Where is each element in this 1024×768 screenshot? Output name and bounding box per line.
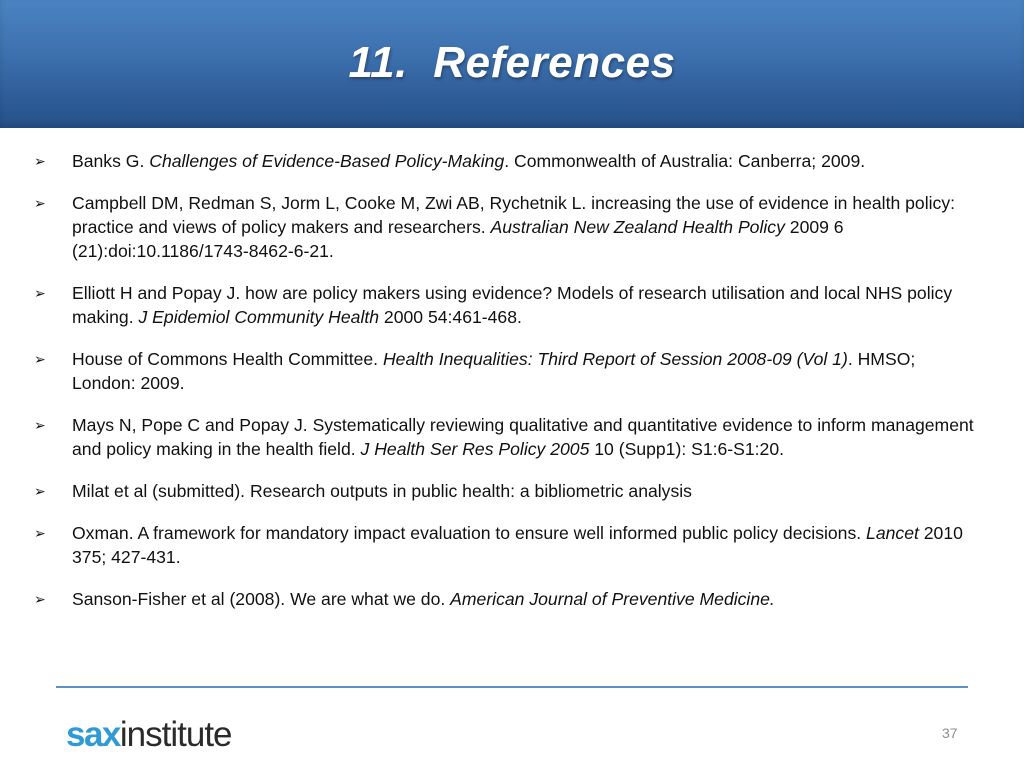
reference-list — [34, 149, 974, 629]
arrow-bullet-icon: ➢ — [34, 351, 46, 367]
reference-text: Oxman. A framework for mandatory impact evaluation to ensure well informed public policy decisions. — [72, 523, 867, 543]
reference-details: 10 (Supp1): S1:6-S1:20. — [589, 439, 785, 459]
reference-details: . Commonwealth of Australia: Canberra; 2009. — [504, 151, 866, 171]
arrow-bullet-icon: ➢ — [34, 153, 46, 169]
reference-item — [34, 521, 974, 569]
reference-source: J Health Ser Res Policy 2005 — [360, 439, 590, 459]
reference-item — [34, 413, 974, 461]
page-number: 37 — [942, 725, 958, 741]
reference-details: . HMSO; London: 2009. — [72, 349, 916, 393]
reference-item — [34, 281, 974, 329]
reference-source: American Journal of Preventive Medicine. — [450, 589, 775, 609]
title-banner — [0, 0, 1024, 128]
slide-title: 11. References — [348, 38, 676, 87]
logo-institute-text: institute — [119, 715, 232, 754]
arrow-bullet-icon: ➢ — [34, 417, 46, 433]
arrow-bullet-icon: ➢ — [34, 285, 46, 301]
reference-text: Mays N, Pope C and Popay J. Systematically reviewing qualitative and quantitative evidence to inform management and policy making in the health field. — [72, 415, 974, 459]
reference-item — [34, 347, 974, 395]
sax-institute-logo — [66, 716, 232, 754]
reference-text: House of Commons Health Committee. — [72, 349, 383, 369]
reference-details: 2000 54:461-468. — [379, 307, 522, 327]
logo-sax-text: sax — [66, 715, 120, 754]
arrow-bullet-icon: ➢ — [34, 525, 46, 541]
reference-text: Sanson-Fisher et al (2008). We are what we do. — [72, 589, 451, 609]
reference-source: Health Inequalities: Third Report of Session 2008-09 (Vol 1) — [382, 349, 848, 369]
arrow-bullet-icon: ➢ — [34, 483, 46, 499]
arrow-bullet-icon: ➢ — [34, 591, 46, 607]
reference-item — [34, 587, 974, 611]
reference-source: Challenges of Evidence-Based Policy-Making — [149, 151, 505, 171]
reference-text: Banks G. — [72, 151, 150, 171]
reference-details: 2010 375; 427-431. — [72, 523, 963, 567]
reference-details: 2009 6 (21):doi:10.1186/1743-8462-6-21. — [72, 217, 844, 261]
reference-text: Milat et al (submitted). Research outputs in public health: a bibliometric analysis — [72, 481, 692, 501]
reference-item — [34, 191, 974, 263]
reference-source: J Epidemiol Community Health — [138, 307, 380, 327]
reference-source: Australian New Zealand Health Policy — [490, 217, 785, 237]
reference-item — [34, 479, 974, 503]
footer-divider — [56, 686, 968, 688]
reference-text: Campbell DM, Redman S, Jorm L, Cooke M, Zwi AB, Rychetnik L. increasing the use of evidence in health policy: practice and views of policy makers and researchers. — [72, 193, 956, 237]
arrow-bullet-icon: ➢ — [34, 195, 46, 211]
reference-text: Elliott H and Popay J. how are policy makers using evidence? Models of research utilisation and local NHS policy making. — [72, 283, 953, 327]
reference-item — [34, 149, 974, 173]
reference-source: Lancet — [866, 523, 919, 543]
